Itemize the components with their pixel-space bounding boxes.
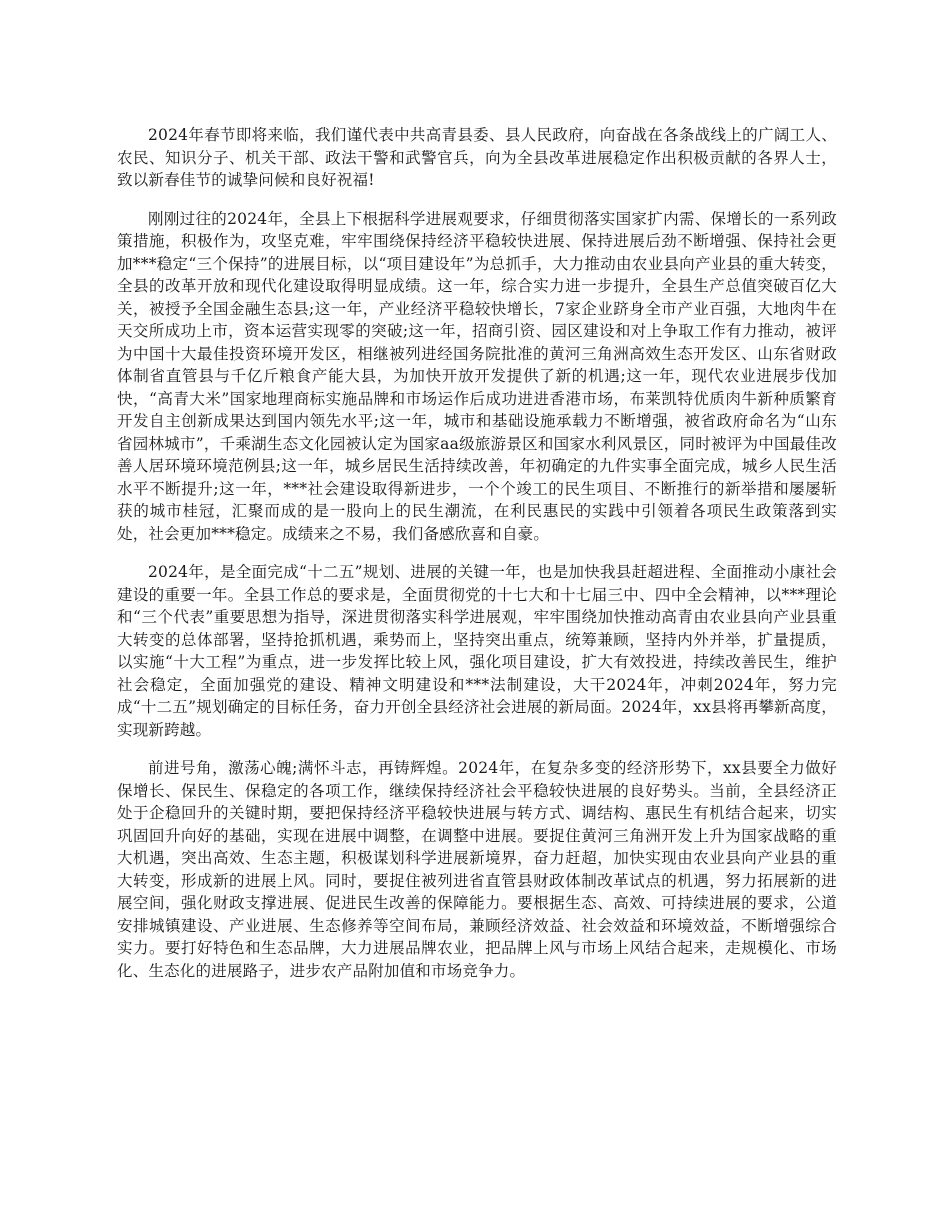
paragraph-greeting: 2024年春节即将来临，我们谨代表中共高青县委、县人民政府，向奋战在各条战线上的广阔工人、农民、知识分子、机关干部、政法干警和武警官兵，向为全县改革进展稳定作出积极贡献的各界人士，致以新春佳节的诚挚问候和良好祝福!: [117, 126, 837, 189]
paragraph-plan: 2024年，是全面完成“十二五”规划、进展的关键一年，也是加快我县赶超进程、全面推动小康社会建设的重要一年。全县工作总的要求是，全面贯彻党的十七大和十七届三中、四中全会精神，以***理论和“三个代表”重要思想为指导，深进贯彻落实科学进展观，牢牢围绕加快推动高青由农业县向产业县重大转变的总体部署，坚持抢抓机遇，乘势而上，坚持突出重点，统筹兼顾，坚持内外并举，扩量提质，以实施“十大工程”为重点，进一步发挥比较上风，强化项目建设，扩大有效投进，持续改善民生，维护社会稳定，全面加强党的建设、精神文明建设和***法制建设，大干2024年，冲刺2024年，努力完成“十二五”规划确定的目标任务，奋力开创全县经济社会进展的新局面。2024年，xx县将再攀新高度，实现新跨越。: [117, 563, 837, 739]
document-body: [117, 124, 837, 998]
paragraph-outlook: 前进号角，激荡心魄;满怀斗志，再铸辉煌。2024年，在复杂多变的经济形势下，xx县要全力做好保增长、保民生、保稳定的各项工作，继续保持经济社会平稳较快进展的良好势头。当前，全县经济正处于企稳回升的关键时期，要把保持经济平稳较快进展与转方式、调结构、惠民生有机结合起来，切实巩固回升向好的基础，实现在进展中调整，在调整中进展。要捉住黄河三角洲开发上升为国家战略的重大机遇，突出高效、生态主题，积极谋划科学进展新境界，奋力赶超，加快实现由农业县向产业县的重大转变，形成新的进展上风。同时，要捉住被列进省直管县财政体制改革试点的机遇，努力拓展新的进展空间，强化财政支撑进展、促进民生改善的保障能力。要根据生态、高效、可持续进展的要求，公道安排城镇建设、产业进展、生态修养等空间布局，兼顾经济效益、社会效益和环境效益，不断增强综合实力。要打好特色和生态品牌，大力进展品牌农业，把品牌上风与市场上风结合起来，走规模化、市场化、生态化的进展路子，进步农产品附加值和市场竞争力。: [117, 759, 837, 980]
paragraph-review: 刚刚过往的2024年，全县上下根据科学进展观要求，仔细贯彻落实国家扩内需、保增长的一系列政策措施，积极作为，攻坚克难，牢牢围绕保持经济平稳较快进展、保持进展后劲不断增强、保持社会更加***稳定“三个保持”的进展目标，以“项目建设年”为总抓手，大力推动由农业县向产业县的重大转变，全县的改革开放和现代化建设取得明显成绩。这一年，综合实力进一步提升，全县生产总值突破百亿大关，被授予全国金融生态县;这一年，产业经济平稳较快增长，7家企业跻身全市产业百强，大地肉牛在天交所成功上市，资本运营实现零的突破;这一年，招商引资、园区建设和对上争取工作有力推动，被评为中国十大最佳投资环境开发区，相继被列进经国务院批准的黄河三角洲高效生态开发区、山东省财政体制省直管县与千亿斤粮食产能大县，为加快开放开发提供了新的机遇;这一年，现代农业进展步伐加快，“高青大米”国家地理商标实施品牌和市场运作后成功进进香港市场，布莱凯特优质肉牛新种质繁育开发自主创新成果达到国内领先水平;这一年，城市和基础设施承载力不断增强，被省政府命名为“山东省园林城市”，千乘湖生态文化园被认定为国家aa级旅游景区和国家水利风景区，同时被评为中国最佳改善人居环境环境范例县;这一年，城乡居民生活持续改善，年初确定的九件实事全面完成，城乡人民生活水平不断提升;这一年，***社会建设取得新进步，一个个竣工的民生项目、不断推行的新举措和屡屡斩获的城市桂冠，汇聚而成的是一股向上的民生潮流，在利民惠民的实践中引领着各项民生政策落到实处，社会更加***稳定。成绩来之不易，我们备感欣喜和自豪。: [117, 209, 837, 543]
